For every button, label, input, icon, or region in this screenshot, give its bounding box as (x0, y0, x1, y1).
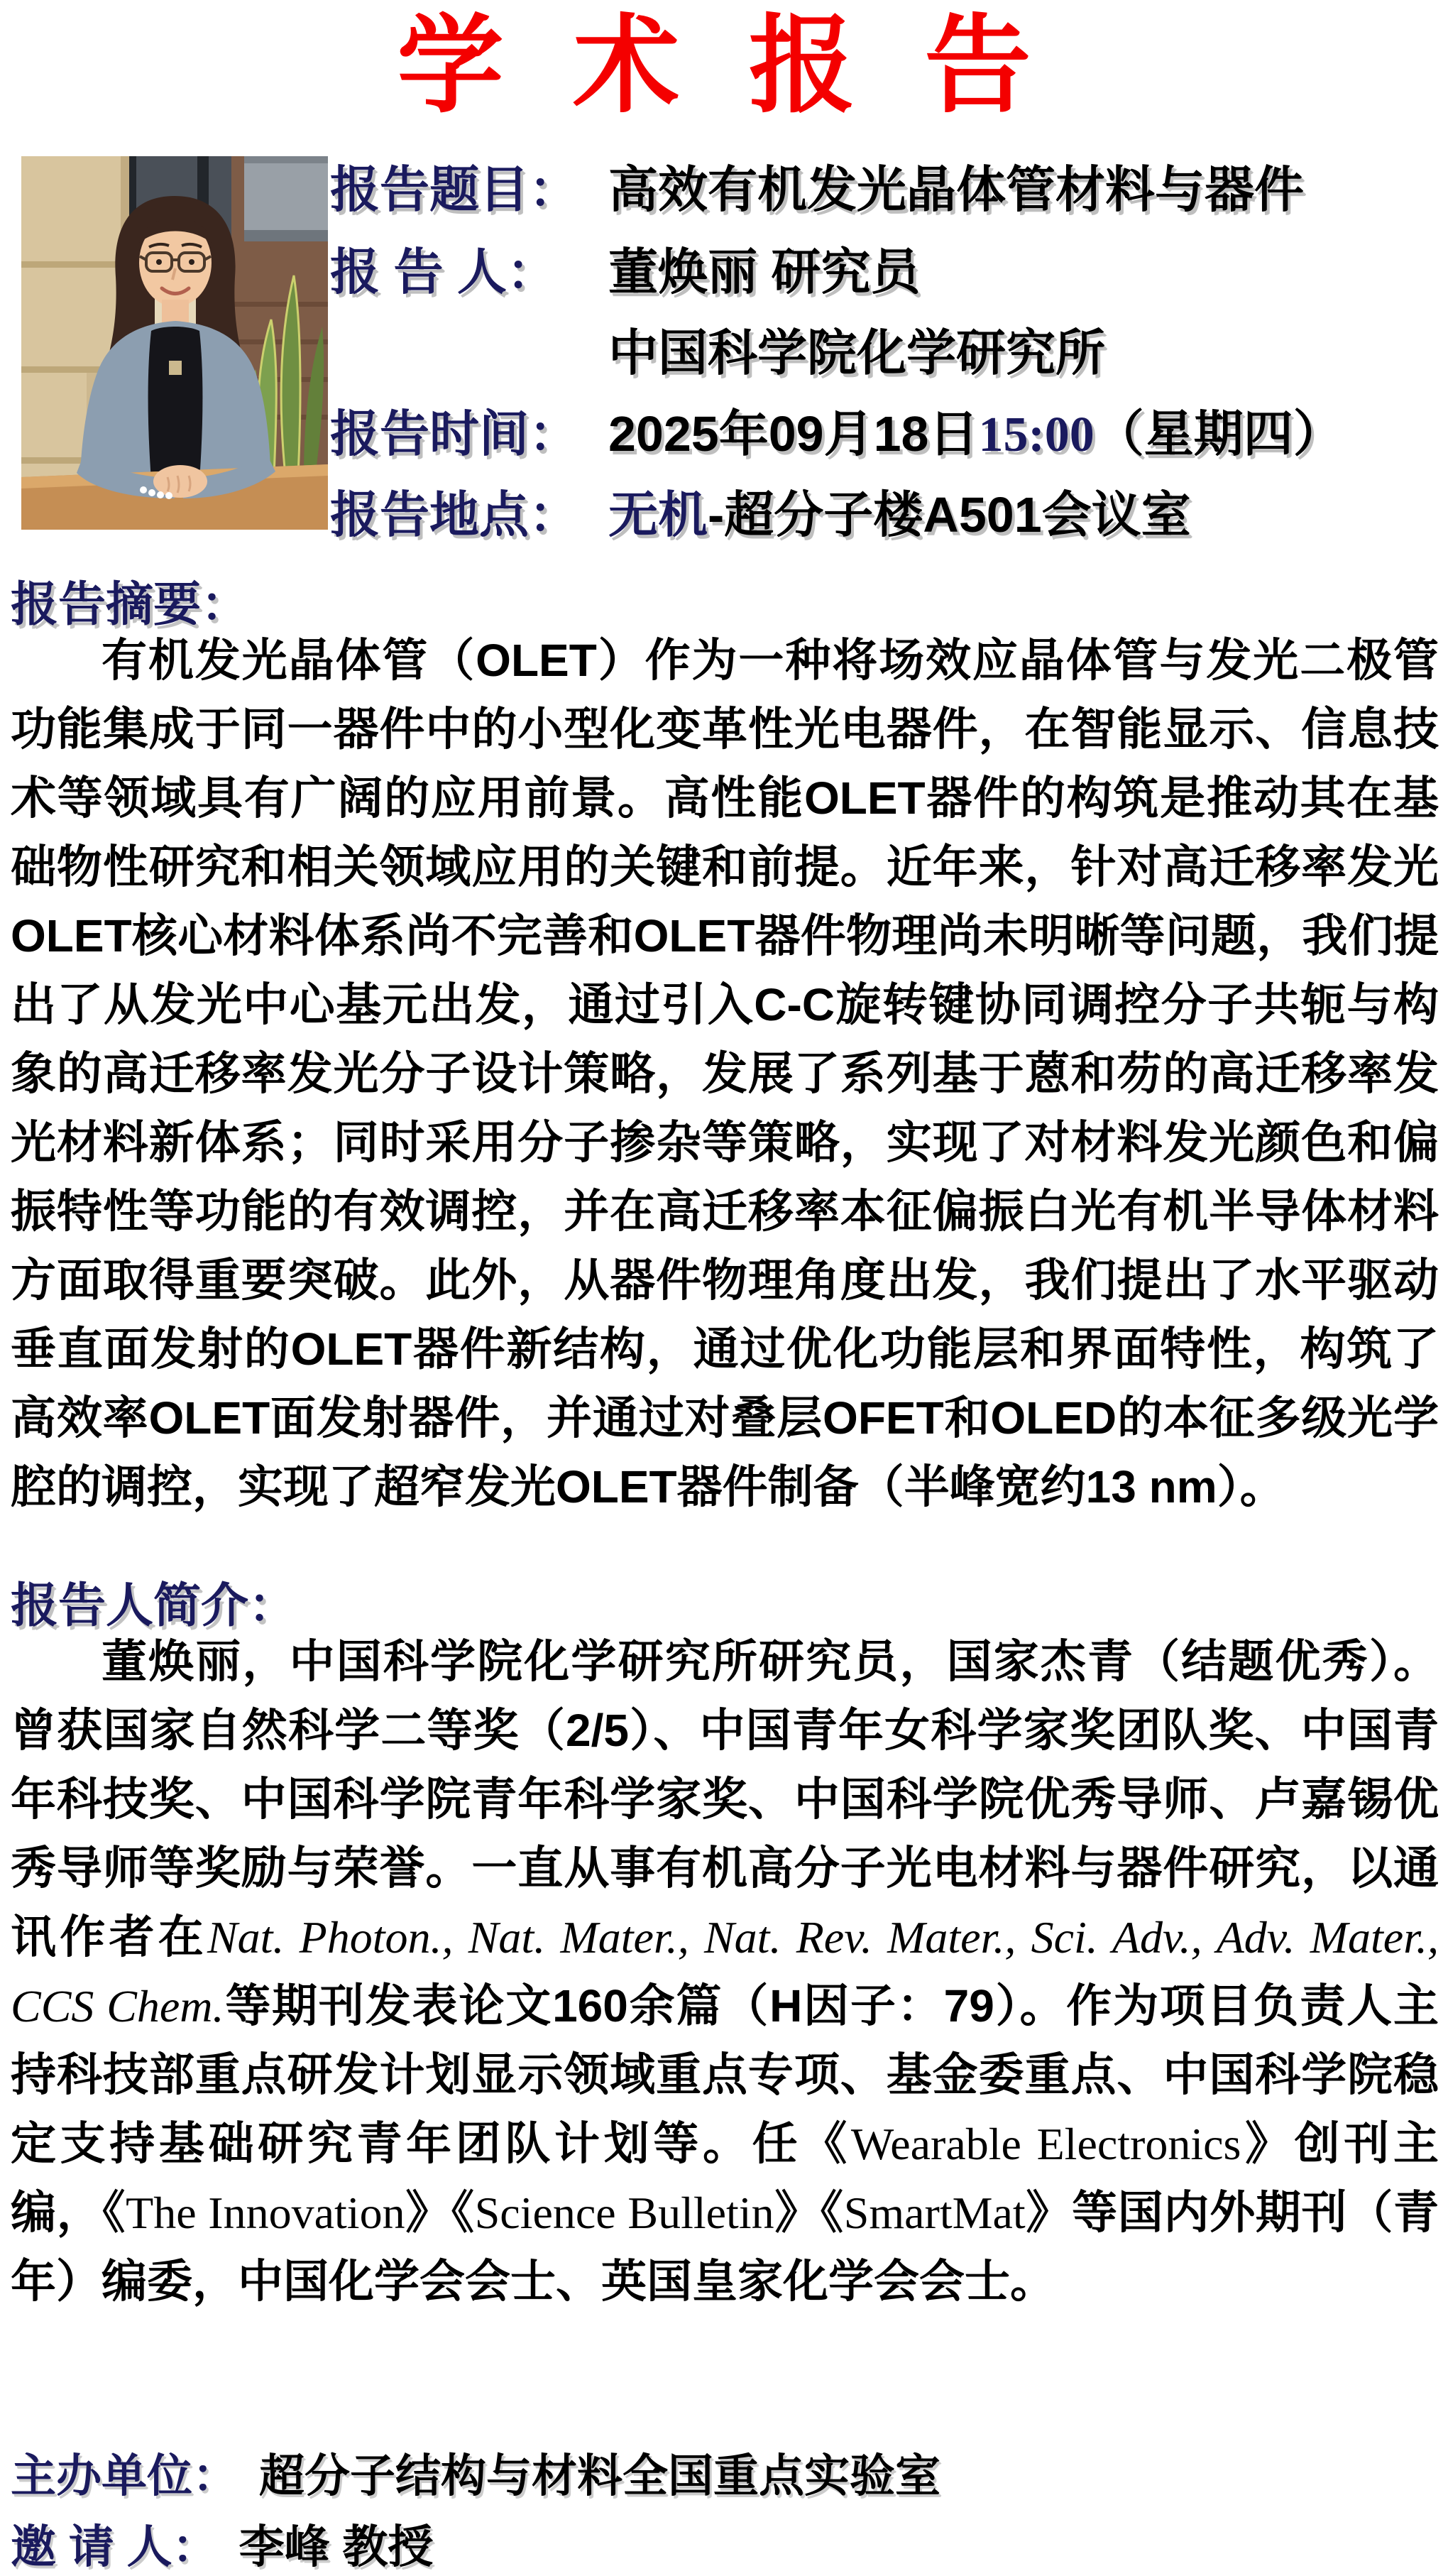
field-venue (330, 486, 1191, 544)
speaker-value: 董焕丽 研究员 (608, 244, 921, 300)
host-value: 超分子结构与材料全国重点实验室 (259, 2450, 940, 2501)
time-clock: 15:00 (978, 408, 1095, 462)
venue-rest: -超分子楼A501会议室 (708, 487, 1191, 542)
field-speaker (330, 243, 920, 301)
host-label: 主办单位： (11, 2450, 238, 2501)
bio-segment: 董焕丽，中国科学院化学研究所研究员，国家杰青（结题优秀）。曾获国家自然科学二等奖（2/5）、中国青年女科学家奖团队奖、中国青年科技奖、中国科学院青年科学家奖、中国科学院优秀导师、卢嘉锡优秀导师等奖励与荣誉。一直从事有机高分子光电材料与器件研究，以通讯作者在 (11, 1636, 1439, 1963)
inviter-label: 邀 请 人： (11, 2521, 218, 2572)
abstract-paragraph: 有机发光晶体管（OLET）作为一种将场效应晶体管与发光二极管功能集成于同一器件中的小型化变革性光电器件，在智能显示、信息技术等领域具有广阔的应用前景。高性能OLET器件的构筑是推动其在基础物性研究和相关领域应用的关键和前提。近年来，针对高迁移率发光OLET核心材料体系尚不完善和OLET器件物理尚未明晰等问题，我们提出了从发光中心基元出发，通过引入C-C旋转键协同调控分子共轭与构象的高迁移率发光分子设计策略，发展了系列基于蒽和芴的高迁移率发光材料新体系；同时采用分子掺杂等策略，实现了对材料发光颜色和偏振特性等功能的有效调控，并在高迁移率本征偏振白光有机半导体材料方面取得重要突破。此外，从器件物理角度出发，我们提出了水平驱动垂直面发射的OLET器件新结构，通过优化功能层和界面特性，构筑了高效率OLET面发射器件，并通过对叠层OFET和OLED的本征多级光学腔的调控，实现了超窄发光OLET器件制备（半峰宽约13 nm）。 (11, 635, 1439, 1512)
speaker-photo-illustration (21, 156, 328, 530)
abstract-heading: 报告摘要： (11, 578, 248, 631)
field-time (330, 405, 1343, 464)
bio-heading: 报告人简介： (11, 1579, 296, 1632)
bio-segment: SmartMat (843, 2188, 1026, 2238)
bio-segment: 》《 (405, 2187, 475, 2238)
bio-segment: 》创刊主编，《 (11, 2118, 1439, 2238)
bio-segment: The Innovation (126, 2188, 405, 2238)
inviter-value: 李峰 教授 (238, 2521, 434, 2572)
field-talk-title (330, 160, 1304, 219)
inviter-line (11, 2519, 433, 2575)
venue-label: 报告地点： (330, 487, 578, 542)
time-date: 2025年09月18日 (608, 406, 979, 462)
info-block (330, 156, 1444, 540)
time-weekday: （星期四） (1094, 406, 1343, 462)
host-line (11, 2448, 940, 2504)
affiliation-value: 中国科学院化学研究所 (608, 325, 1105, 381)
bio-segment: 》《 (774, 2187, 844, 2238)
talk-title-label: 报告题目： (330, 162, 578, 217)
talk-title-value: 高效有机发光晶体管材料与器件 (608, 162, 1304, 217)
speaker-label: 报 告 人： (330, 244, 556, 300)
field-affiliation (330, 324, 1105, 382)
bio-segment: 》等国内外期刊（青年）编委，中国化学会会士、英国皇家化学会会士。 (11, 2187, 1439, 2307)
bio-segment: Wearable Electronics (850, 2119, 1241, 2169)
time-label: 报告时间： (330, 406, 578, 462)
page-title: 学 术 报 告 (397, 6, 1051, 125)
bio-paragraph (11, 1627, 1439, 2316)
venue-highlight: 无机 (608, 487, 708, 542)
bio-segment: Nat. Photon., Nat. Mater., Nat. Rev. Mater., Sci. Adv., Adv. Mater., CCS Chem. (11, 1912, 1439, 2031)
speaker-photo (21, 156, 328, 530)
bio-segment: Science Bulletin (474, 2188, 774, 2238)
bio-segment: 等期刊发表论文160余篇（H因子：79）。作为项目负责人主持科技部重点研发计划显示领域重点专项、基金委重点、中国科学院稳定支持基础研究青年团队计划等。任《 (11, 1980, 1439, 2169)
